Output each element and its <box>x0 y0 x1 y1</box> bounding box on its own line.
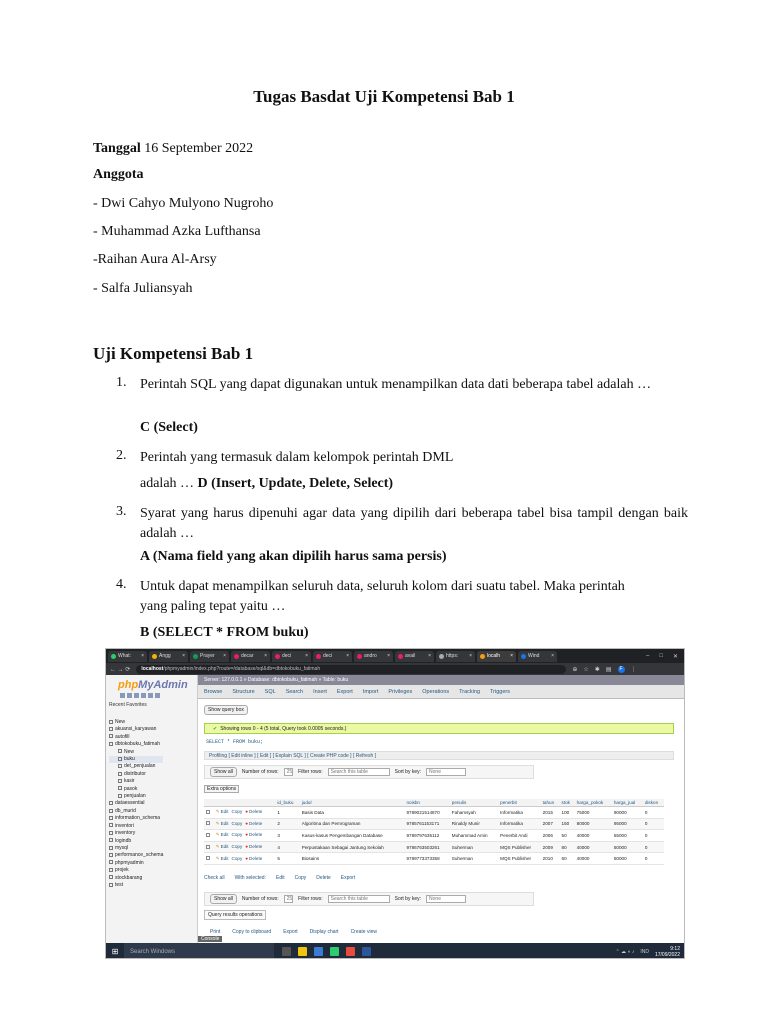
table-cell: 100 <box>560 807 575 819</box>
success-message: ✔ Showing rows 0 - 4 (5 total, Query took 0.0005 seconds.) <box>204 723 674 734</box>
table-cell: 9789773373358 <box>404 853 449 865</box>
bulk-action: With selected: <box>234 875 266 881</box>
table-cell: 75000 <box>575 807 612 819</box>
table-cell: Informatika <box>498 807 541 819</box>
db-tree-item: buku <box>109 756 163 763</box>
table-cell: Penerbit Andi <box>498 830 541 842</box>
table-header: judul <box>300 799 405 807</box>
results-nav: Show all Number of rows: 25 Filter rows: Search this table Sort by key: None <box>204 765 534 779</box>
pma-menu-item: Browse <box>204 688 223 695</box>
table-cell: 80 <box>560 841 575 853</box>
table-cell: 95000 <box>612 818 643 830</box>
window-controls: – □ ✕ <box>646 652 678 660</box>
db-tree-item: inventori <box>109 823 163 830</box>
table-cell: Suherman <box>450 853 498 865</box>
pma-menu-item: SQL <box>264 688 276 695</box>
sidebar-icons <box>120 693 160 698</box>
db-tree-item: information_schema <box>109 815 163 822</box>
table-cell: Algoritma dan Pemrograman <box>300 818 405 830</box>
pma-content <box>198 699 685 943</box>
browser-tab-bar <box>106 649 684 663</box>
db-tree-item: projek <box>109 867 163 874</box>
table-cell: 50 <box>560 830 575 842</box>
pma-menu-item: Tracking <box>459 688 481 695</box>
table-cell: Perpustakaan Sebagai Jantung Sekolah <box>300 841 405 853</box>
table-cell: 150 <box>560 818 575 830</box>
browser-tab: https: × <box>436 651 475 662</box>
table-cell: 1 <box>275 807 299 819</box>
table-header: noisbn <box>404 799 449 807</box>
table-cell: Informatika <box>498 818 541 830</box>
db-tree-item: inventory <box>109 830 163 837</box>
pma-menu-item: Privileges <box>388 688 413 695</box>
question-text: Perintah SQL yang dapat digunakan untuk menampilkan data dati beberapa tabel adalah … <box>140 377 652 392</box>
windows-taskbar <box>106 943 684 959</box>
results-nav-bottom: Show all Number of rows: 25 Filter rows: Search this table Sort by key: None <box>204 892 534 906</box>
table-cell: 0 <box>643 841 664 853</box>
question-text: Syarat yang harus dipenuhi agar data yang dipilih dari beberapa tabel bisa tampil dengan baik adalah … <box>140 506 688 541</box>
date-line <box>93 141 253 157</box>
bulk-action: Edit <box>275 875 285 881</box>
table-cell: 40000 <box>575 853 612 865</box>
db-tree-item: det_penjualan <box>109 763 163 770</box>
table-cell: MQS Publisher <box>498 841 541 853</box>
table-header: tahun <box>541 799 560 807</box>
query-result-action: Copy to clipboard <box>232 929 272 935</box>
browser-tab: Angg × <box>149 651 188 662</box>
db-tree-item: dbtokobuku_fatimah <box>109 741 163 748</box>
table-row <box>204 807 664 819</box>
table-cell: 2 <box>275 818 299 830</box>
browser-tab: Wind × <box>518 651 557 662</box>
table-cell: 50000 <box>612 853 643 865</box>
question-number: 1. <box>116 375 127 390</box>
db-tree-item: New <box>109 749 163 756</box>
pma-menu-item: Operations <box>422 688 450 695</box>
table-header: diskon <box>643 799 664 807</box>
date-value: 16 September 2022 <box>144 141 254 156</box>
answer: B (SELECT * FROM buku) <box>140 625 309 640</box>
table-cell: 9789021514870 <box>404 807 449 819</box>
members-heading: Anggota <box>93 167 144 182</box>
database-tree <box>109 719 163 889</box>
answer: D (Insert, Update, Delete, Select) <box>197 476 394 491</box>
browser-tab: andro × <box>354 651 393 662</box>
query-results-operations: Query results operations <box>204 910 266 920</box>
table-cell: 0 <box>643 807 664 819</box>
table-cell: 50000 <box>612 841 643 853</box>
answer: C (Select) <box>140 420 198 435</box>
table-cell: 80000 <box>575 818 612 830</box>
table-cell: 5 <box>275 853 299 865</box>
table-cell: Biosains <box>300 853 405 865</box>
table-cell: MQS Publisher <box>498 853 541 865</box>
table-row <box>204 830 664 842</box>
results-table <box>204 799 664 865</box>
browser-tab: What: × <box>108 651 147 662</box>
bulk-action: Copy <box>294 875 307 881</box>
show-query-box-button: Show query box <box>204 705 248 715</box>
phpmyadmin-logo: phpMyAdmin <box>118 679 188 691</box>
answer-prefix: adalah … <box>140 476 198 491</box>
db-tree-item: performance_schema <box>109 852 163 859</box>
table-cell: 2007 <box>541 818 560 830</box>
db-tree-item: penjualan <box>109 793 163 800</box>
table-cell: 60 <box>560 853 575 865</box>
table-cell: 0 <box>643 853 664 865</box>
table-header <box>204 799 214 807</box>
browser-toolbar-icons: ⊕ ☆ ✱ ▤ F ⋮ <box>572 665 637 673</box>
table-cell: 40000 <box>575 830 612 842</box>
row-checkbox <box>204 841 214 853</box>
date-label: Tanggal <box>93 141 141 156</box>
taskbar-search: Search Windows <box>124 943 274 959</box>
table-header: harga_pokok <box>575 799 612 807</box>
browser-tab: deci × <box>272 651 311 662</box>
question-text: Perintah yang termasuk dalam kelompok perintah DML <box>140 450 454 465</box>
answer-line <box>140 476 393 492</box>
row-checkbox <box>204 807 214 819</box>
db-tree-item: kasir <box>109 778 163 785</box>
query-result-action: Export <box>283 929 298 935</box>
table-cell: Kasus-kasus Pengembangan Database <box>300 830 405 842</box>
phpmyadmin-screenshot <box>105 648 685 959</box>
taskbar-apps <box>282 947 371 956</box>
member-item: -Raihan Aura Al-Arsy <box>93 252 217 267</box>
pma-menu-item: Triggers <box>490 688 510 695</box>
table-header: penerbit <box>498 799 541 807</box>
table-row <box>204 818 664 830</box>
pma-menu <box>198 685 685 699</box>
db-tree-item: New <box>109 719 163 726</box>
browser-tab: decar × <box>231 651 270 662</box>
member-item: - Salfa Juliansyah <box>93 281 193 296</box>
table-cell: 9789797635112 <box>404 830 449 842</box>
console-tab: Console <box>198 936 222 942</box>
db-tree-item: dataessential <box>109 800 163 807</box>
row-actions: ✎ Edit Copy● Delete <box>214 841 276 853</box>
bulk-action: Export <box>340 875 356 881</box>
table-cell: 4 <box>275 841 299 853</box>
table-header: penulis <box>450 799 498 807</box>
bulk-actions <box>204 875 355 881</box>
table-header: id_buku <box>275 799 299 807</box>
table-cell: 2006 <box>541 830 560 842</box>
pma-menu-item: Insert <box>313 688 327 695</box>
pma-breadcrumb: Server: 127.0.0.1 » Database: dbtokobuku_fatimah » Table: buku <box>198 675 685 685</box>
table-header <box>214 799 276 807</box>
row-checkbox <box>204 830 214 842</box>
db-tree-item: db_murid <box>109 808 163 815</box>
query-result-action: Create view <box>350 929 377 935</box>
table-header: stok <box>560 799 575 807</box>
table-cell: 9786763503261 <box>404 841 449 853</box>
table-cell: 2010 <box>541 853 560 865</box>
document-title: Tugas Basdat Uji Kompetensi Bab 1 <box>253 87 515 106</box>
pma-menu-item: Search <box>285 688 304 695</box>
system-tray: ⌃ ☁ ◖ ♪ IND 9:12 17/09/2022 <box>615 945 680 958</box>
query-result-action: Display chart <box>309 929 339 935</box>
pma-menu-item: Export <box>336 688 353 695</box>
profiling-bar: Profiling [ Edit inline ] [ Edit ] [ Explain SQL ] [ Create PHP code ] [ Refresh ] <box>204 751 674 760</box>
row-checkbox <box>204 818 214 830</box>
db-tree-item: logindb <box>109 838 163 845</box>
browser-tab: Prayer × <box>190 651 229 662</box>
table-cell: 2015 <box>541 807 560 819</box>
table-cell: Suherman <box>450 841 498 853</box>
answer: A (Nama field yang akan dipilih harus sama persis) <box>140 549 447 564</box>
member-item: - Dwi Cahyo Mulyono Nugroho <box>93 196 274 211</box>
table-cell: 90000 <box>612 807 643 819</box>
table-cell: 0 <box>643 830 664 842</box>
pma-menu-item: Structure <box>232 688 255 695</box>
table-row <box>204 853 664 865</box>
question-text: Untuk dapat menampilkan seluruh data, seluruh kolom dari suatu tabel. Maka perintah yang paling tepat yaitu … <box>140 579 625 614</box>
address-bar <box>106 663 684 675</box>
sidebar-tabs: Recent Favorites <box>109 702 147 708</box>
row-actions: ✎ Edit Copy● Delete <box>214 853 276 865</box>
table-cell: 55000 <box>612 830 643 842</box>
row-checkbox <box>204 853 214 865</box>
table-header: harga_jual <box>612 799 643 807</box>
browser-tab: avail × <box>395 651 434 662</box>
pma-sidebar <box>106 675 198 943</box>
table-cell: Muhammad Amin <box>450 830 498 842</box>
row-actions: ✎ Edit Copy● Delete <box>214 807 276 819</box>
table-cell: Rinaldy Munir <box>450 818 498 830</box>
browser-tab-active: localh × <box>477 651 516 662</box>
db-tree-item: distributor <box>109 771 163 778</box>
pma-menu-item: Import <box>362 688 379 695</box>
query-results-actions <box>210 929 377 935</box>
table-row <box>204 841 664 853</box>
db-tree-item: mysql <box>109 845 163 852</box>
windows-start-icon: ⊞ <box>111 947 119 956</box>
table-cell: 9785761153171 <box>404 818 449 830</box>
section-heading: Uji Kompetensi Bab 1 <box>93 344 254 363</box>
extra-options: Extra options <box>204 785 239 793</box>
url-field: localhost /phpmyadmin/index.php?route=/database/sql&db=dbtokobuku_fatimah <box>136 665 566 674</box>
row-actions: ✎ Edit Copy● Delete <box>214 830 276 842</box>
member-item: - Muhammad Azka Lufthansa <box>93 224 261 239</box>
db-tree-item: phpmyadmin <box>109 860 163 867</box>
question-number: 4. <box>116 577 127 592</box>
db-tree-item: stockbarang <box>109 875 163 882</box>
db-tree-item: test <box>109 882 163 889</box>
nav-arrows-icon: ← → ⟳ <box>110 666 131 673</box>
table-cell: 2009 <box>541 841 560 853</box>
table-cell: 0 <box>643 818 664 830</box>
row-actions: ✎ Edit Copy● Delete <box>214 818 276 830</box>
bulk-action: Check all <box>204 875 225 881</box>
db-tree-item: autofill <box>109 734 163 741</box>
question-number: 2. <box>116 448 127 463</box>
sql-query: SELECT * FROM buku; <box>206 739 264 745</box>
query-result-action: Print <box>210 929 221 935</box>
table-cell: 3 <box>275 830 299 842</box>
db-tree-item: akuansi_karyawan <box>109 726 163 733</box>
table-cell: 40000 <box>575 841 612 853</box>
table-cell: Fahamsyah <box>450 807 498 819</box>
clock: 9:12 17/09/2022 <box>654 945 680 958</box>
browser-tab: deci × <box>313 651 352 662</box>
bulk-action: Delete <box>316 875 331 881</box>
question-number: 3. <box>116 504 127 519</box>
table-cell: Basis Data <box>300 807 405 819</box>
db-tree-item: pasok <box>109 786 163 793</box>
